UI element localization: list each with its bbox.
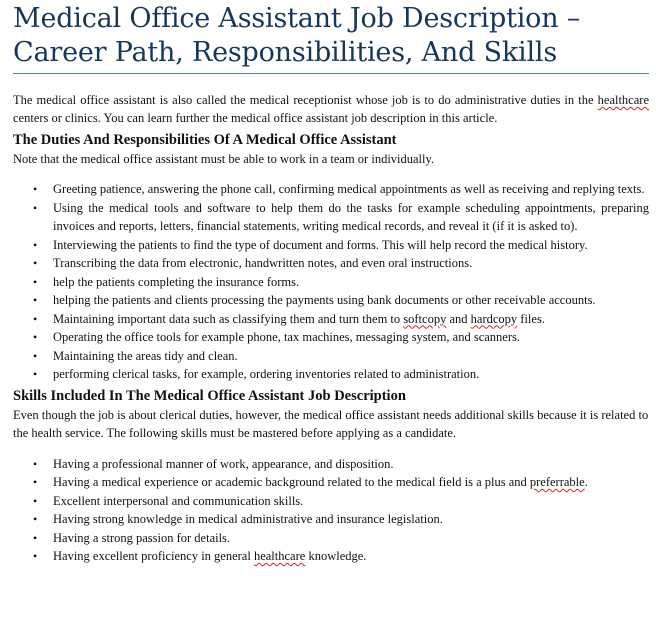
list-item — [33, 199, 649, 236]
list-item-text: Having a strong passion for details. — [53, 530, 231, 545]
skills-list — [13, 455, 649, 566]
list-item-text: Maintaining the areas tidy and clean. — [53, 348, 238, 363]
list-item-text: Having excellent proficiency in general — [53, 549, 254, 563]
list-item-text: help the patients completing the insurance forms. — [53, 274, 300, 289]
list-item-text: knowledge. — [305, 549, 367, 563]
list-item — [33, 310, 649, 329]
list-item — [33, 236, 649, 255]
title-divider — [13, 73, 649, 74]
list-item-text: Interviewing the patients to find the type of document and forms. This will help record the medical history. — [53, 237, 588, 252]
list-item-text: helping the patients and clients processing the payments using bank documents or other receivable accounts. — [53, 293, 596, 307]
bullet-icon: • — [33, 512, 38, 526]
list-item-text: . — [584, 475, 588, 489]
list-item-text: Having strong knowledge in medical administrative and insurance legislation. — [53, 512, 443, 526]
skills-intro: Even though the job is about clerical duties, however, the medical office assistant needs additional skills because it is related to the health service. The following skills must be mastered before applying as a candidate. — [13, 407, 649, 440]
bullet-icon: • — [33, 330, 38, 344]
list-item — [33, 529, 649, 548]
document-page — [13, 0, 649, 566]
bullet-icon: • — [33, 367, 38, 381]
intro-text: The medical office assistant is also called the medical receptionist whose job is to do administrative duties in the — [13, 93, 598, 107]
bullet-icon: • — [33, 200, 38, 215]
bullet-icon: • — [33, 475, 38, 489]
bullet-icon: • — [33, 256, 38, 270]
list-item — [33, 273, 649, 292]
list-item — [33, 455, 649, 474]
list-item-text: Greeting patience, answering the phone call, confirming medical appointments as well as receiving and replying texts. — [53, 182, 645, 196]
list-item-text: Excellent interpersonal and communication skills. — [53, 493, 304, 508]
bullet-icon: • — [33, 493, 38, 508]
list-item-text: and — [446, 311, 471, 326]
bullet-icon: • — [33, 530, 38, 545]
bullet-icon: • — [33, 456, 38, 471]
intro-text-end: centers or clinics. You can learn further the medical office assistant job description in this article. — [13, 111, 498, 125]
list-item — [33, 510, 649, 529]
duties-heading: The Duties And Responsibilities Of A Medical Office Assistant — [13, 132, 397, 148]
list-item-text: performing clerical tasks, for example, ordering inventories related to administration. — [53, 367, 480, 381]
list-item — [33, 473, 649, 492]
bullet-icon: • — [33, 549, 38, 563]
bullet-icon: • — [33, 348, 38, 363]
bullet-icon: • — [33, 311, 38, 326]
duties-note: Note that the medical office assistant must be able to work in a team or individually. — [13, 152, 435, 166]
list-item — [33, 492, 649, 511]
misspelled-word: preferrable — [529, 475, 585, 489]
list-item-text: Transcribing the data from electronic, handwritten notes, and even oral instructions. — [53, 256, 473, 270]
bullet-icon: • — [33, 237, 38, 252]
list-item — [33, 365, 649, 384]
list-item — [33, 180, 649, 199]
list-item-text: Having a professional manner of work, appearance, and disposition. — [53, 456, 394, 471]
list-item — [33, 328, 649, 347]
list-item — [33, 347, 649, 366]
misspelled-word: hardcopy — [470, 311, 518, 326]
list-item-text: files. — [517, 311, 545, 326]
intro-misspelled-word: healthcare — [597, 93, 649, 107]
list-item — [33, 254, 649, 273]
bullet-icon: • — [33, 274, 38, 289]
misspelled-word: softcopy — [403, 311, 447, 326]
misspelled-word: healthcare — [253, 549, 306, 563]
page-title: Medical Office Assistant Job Description – Career Path, Responsibilities, And Skills — [13, 3, 581, 68]
bullet-icon: • — [33, 293, 38, 307]
list-item-text: Having a medical experience or academic background related to the medical field is a plus and — [53, 475, 530, 489]
intro-paragraph — [13, 91, 649, 127]
list-item — [33, 291, 649, 310]
list-item-text: Using the medical tools and software to help them do the tasks for example scheduling appointments, preparing invoices and reports, letters, financial statements, writing medical records, and reveal it (if it is asked to). — [53, 200, 649, 233]
bullet-icon: • — [33, 182, 38, 196]
list-item-text: Operating the office tools for example phone, tax machines, messaging system, and scanners. — [53, 330, 520, 344]
list-item — [33, 547, 649, 566]
list-item-text: Maintaining important data such as classifying them and turn them to — [53, 311, 404, 326]
skills-heading: Skills Included In The Medical Office Assistant Job Description — [13, 387, 406, 404]
duties-list — [13, 180, 649, 384]
